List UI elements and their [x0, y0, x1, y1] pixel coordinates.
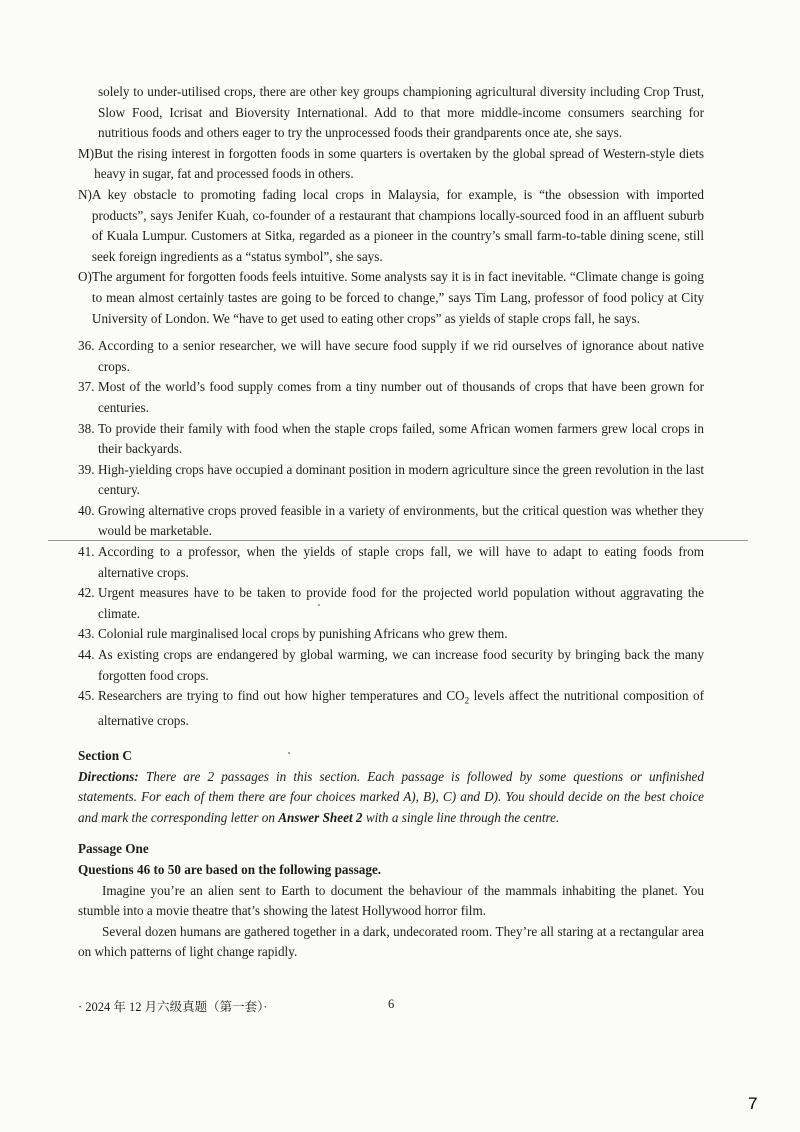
paragraph-n	[78, 185, 704, 267]
paragraph-text: But the rising interest in forgotten foods in some quarters is overtaken by the global spread of Western-style diets heavy in sugar, fat and processed foods in others.	[94, 145, 704, 182]
directions-label: Directions:	[78, 768, 139, 784]
section-title: Section C	[78, 748, 132, 764]
question-number: 36.	[78, 338, 95, 354]
question-item	[78, 501, 704, 542]
question-list	[78, 336, 704, 732]
question-text: Urgent measures have to be taken to provide food for the projected world population without aggravating the climate.	[98, 585, 704, 621]
question-item	[78, 377, 704, 418]
question-number: 43.	[78, 626, 95, 642]
question-item	[78, 686, 704, 732]
question-item	[78, 645, 704, 686]
subscript: 2	[464, 695, 470, 706]
document-page-number: 7	[748, 1094, 758, 1113]
question-text-part: levels affect the nutritional composition of alternative crops.	[98, 688, 704, 729]
question-text: To provide their family with food when the staple crops failed, some African women farmers grew local crops in their backyards.	[98, 420, 704, 457]
passage-title: Passage One	[78, 841, 149, 857]
footer-page-number: 6	[388, 997, 395, 1011]
question-number: 39.	[78, 461, 95, 477]
paragraph-label: O)	[78, 269, 92, 285]
question-number: 41.	[78, 544, 95, 560]
question-text: Most of the world’s food supply comes from a tiny number out of thousands of crops that have been grown for centuries.	[98, 379, 704, 415]
question-text-part: Researchers are trying to find out how higher temperatures and CO	[98, 688, 465, 704]
question-number: 42.	[78, 585, 95, 601]
question-number: 38.	[78, 420, 95, 436]
footer-exam-label: · 2024 年 12 月六级真题（第一套）·	[78, 1000, 268, 1014]
question-item	[78, 624, 704, 645]
question-text	[98, 686, 704, 732]
question-item	[78, 583, 704, 624]
question-number: 45.	[78, 688, 95, 704]
question-item	[78, 542, 704, 583]
directions-text: There are 2 passages in this section. Each passage is followed by some questions or unfinished statements. For each of them there are four choices marked A), B), C) and D). You should decide on the best choice and mark the corresponding letter on	[78, 768, 704, 825]
directions-answer-sheet: Answer Sheet 2	[278, 809, 363, 825]
directions	[78, 767, 704, 829]
directions-text: with a single line through the centre.	[362, 809, 560, 825]
paragraph-m	[78, 144, 704, 185]
passage-paragraph: Imagine you’re an alien sent to Earth to document the behaviour of the mammals inhabiting the planet. You stumble into a movie theatre that’s showing the latest Hollywood horror film.	[78, 882, 704, 919]
question-text: Growing alternative crops proved feasible in a variety of environments, but the critical question was whether they would be marketable.	[98, 502, 704, 539]
question-number: 40.	[78, 502, 95, 518]
question-text: According to a senior researcher, we will have secure food supply if we rid ourselves of ignorance about native crops.	[98, 338, 704, 374]
question-number: 37.	[78, 379, 95, 395]
question-text: According to a professor, when the yields of staple crops fall, we will have to adapt to eating foods from alternative crops.	[98, 544, 704, 580]
paragraph-label: M)	[78, 145, 95, 161]
paragraph-label: N)	[78, 186, 92, 202]
question-item	[78, 336, 704, 377]
question-number: 44.	[78, 647, 95, 663]
question-text: As existing crops are endangered by global warming, we can increase food security by bringing back the many forgotten food crops.	[98, 647, 704, 683]
paragraph-o	[78, 267, 704, 329]
page-content	[78, 82, 704, 963]
page-footer	[78, 997, 704, 1015]
paragraph-text: A key obstacle to promoting fading local crops in Malaysia, for example, is “the obsession with imported products”, says Jenifer Kuah, co-founder of a restaurant that champions locally-sourced food in an affluent suburb of Kuala Lumpur. Customers at Sitka, regarded as a pioneer in the country’s small farm-to-table dining scene, still seek foreign ingredients as a “status symbol”, she says.	[91, 186, 704, 264]
question-item	[78, 460, 704, 501]
passage-questions-line: Questions 46 to 50 are based on the following passage.	[78, 862, 382, 878]
question-text: High-yielding crops have occupied a dominant position in modern agriculture since the green revolution in the last century.	[98, 461, 704, 498]
passage-paragraph: Several dozen humans are gathered together in a dark, undecorated room. They’re all staring at a rectangular area on which patterns of light change rapidly.	[78, 923, 704, 960]
continuation-paragraph: solely to under-utilised crops, there are other key groups championing agricultural diversity including Crop Trust, Slow Food, Icrisat and Bioversity International. Add to that more middle-income consumers searching for nutritious foods and others eager to try the unprocessed foods their grandparents once ate, she says.	[98, 84, 704, 141]
question-item	[78, 419, 704, 460]
paragraph-text: The argument for forgotten foods feels intuitive. Some analysts say it is in fact inevitable. “Climate change is going to mean almost certainly tastes are going to be forced to change,” says Tim Lang, professor of food policy at City University of London. We “have to get used to eating other crops” as yields of staple crops fall, he says.	[91, 269, 704, 326]
question-text: Colonial rule marginalised local crops by punishing Africans who grew them.	[98, 626, 508, 642]
